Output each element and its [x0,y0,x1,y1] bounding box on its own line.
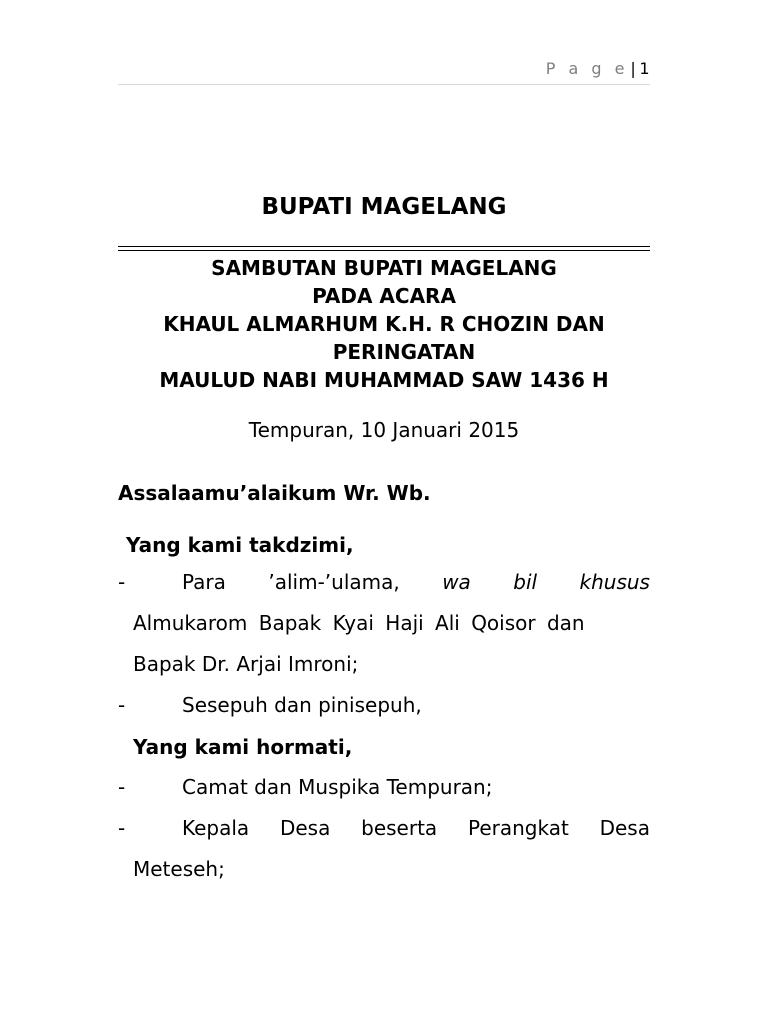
header-rule [118,84,650,85]
opening-greeting: Assalaamu’alaikum Wr. Wb. [118,481,431,505]
subtitle-line-4: PERINGATAN [332,340,476,364]
title-double-rule [118,246,650,251]
subtitle-line-1: SAMBUTAN BUPATI MAGELANG [211,256,557,280]
section-heading-takdzimi: Yang kami takdzimi, [126,533,354,557]
list-item-line [182,562,650,603]
list-dash: - [118,816,126,840]
page-number-header [546,59,650,78]
word: khusus [579,570,650,594]
date-line: Tempuran, 10 Januari 2015 [248,418,520,442]
subtitle-line-3: KHAUL ALMARHUM K.H. R CHOZIN DAN [163,312,605,336]
page-separator: | [630,59,637,78]
word: Desa [599,816,650,840]
document-subtitle [118,254,650,394]
list-item-line: Sesepuh dan pinisepuh, [182,693,422,717]
word: beserta [361,816,438,840]
word: Desa [279,816,331,840]
list-item [118,808,650,890]
list-dash: - [118,693,126,717]
subtitle-line-5: MAULUD NABI MUHAMMAD SAW 1436 H [159,368,609,392]
list-item-line: Bapak Dr. Arjai Imroni; [133,652,359,676]
list-dash: - [118,775,126,799]
page-label: P a g e [545,59,629,78]
word: Para [182,570,226,594]
word: wa [442,570,471,594]
word: ’alim-’ulama, [268,570,400,594]
subtitle-line-2: PADA ACARA [312,284,456,308]
list-item-line: Almukarom Bapak Kyai Haji Ali Qoisor dan [133,611,585,635]
word: Kepala [182,816,250,840]
list-item-line: Camat dan Muspika Tempuran; [182,775,493,799]
list-item-line: Meteseh; [133,857,225,881]
list-item [118,562,650,685]
list-item [118,685,650,726]
list-dash: - [118,570,126,594]
list-item-line [182,808,650,849]
document-title: BUPATI MAGELANG [261,194,507,220]
list-item [118,767,650,808]
word: bil [513,570,538,594]
word: Perangkat [467,816,569,840]
section-heading-hormati: Yang kami hormati, [133,735,353,759]
page-number: 1 [639,59,650,78]
